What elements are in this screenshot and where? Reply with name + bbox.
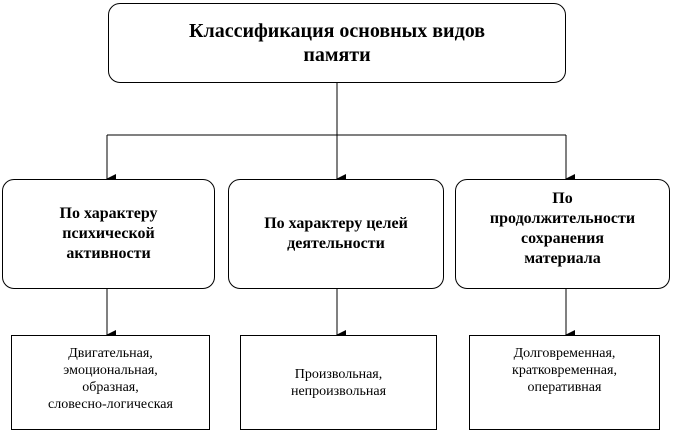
- root-title: Классификация основных видов памяти: [188, 20, 486, 66]
- category-node-goals: [228, 179, 444, 289]
- root-node: [108, 3, 566, 83]
- types-text: Двигательная, эмоциональная, образная, словесно-логическая: [48, 346, 173, 412]
- types-node-activity: [11, 335, 210, 430]
- types-node-goals: [240, 335, 437, 430]
- category-label: По характеру целей деятельности: [264, 215, 408, 252]
- types-text: Долговременная, кратковременная, оперативная: [512, 346, 617, 395]
- category-label: По продолжительности сохранения материала: [489, 190, 636, 267]
- category-node-duration: [455, 179, 670, 289]
- types-node-duration: [469, 335, 660, 430]
- category-label: По характеру психической активности: [59, 205, 158, 262]
- category-node-activity: [2, 179, 215, 289]
- types-text: Произвольная, непроизвольная: [290, 366, 387, 399]
